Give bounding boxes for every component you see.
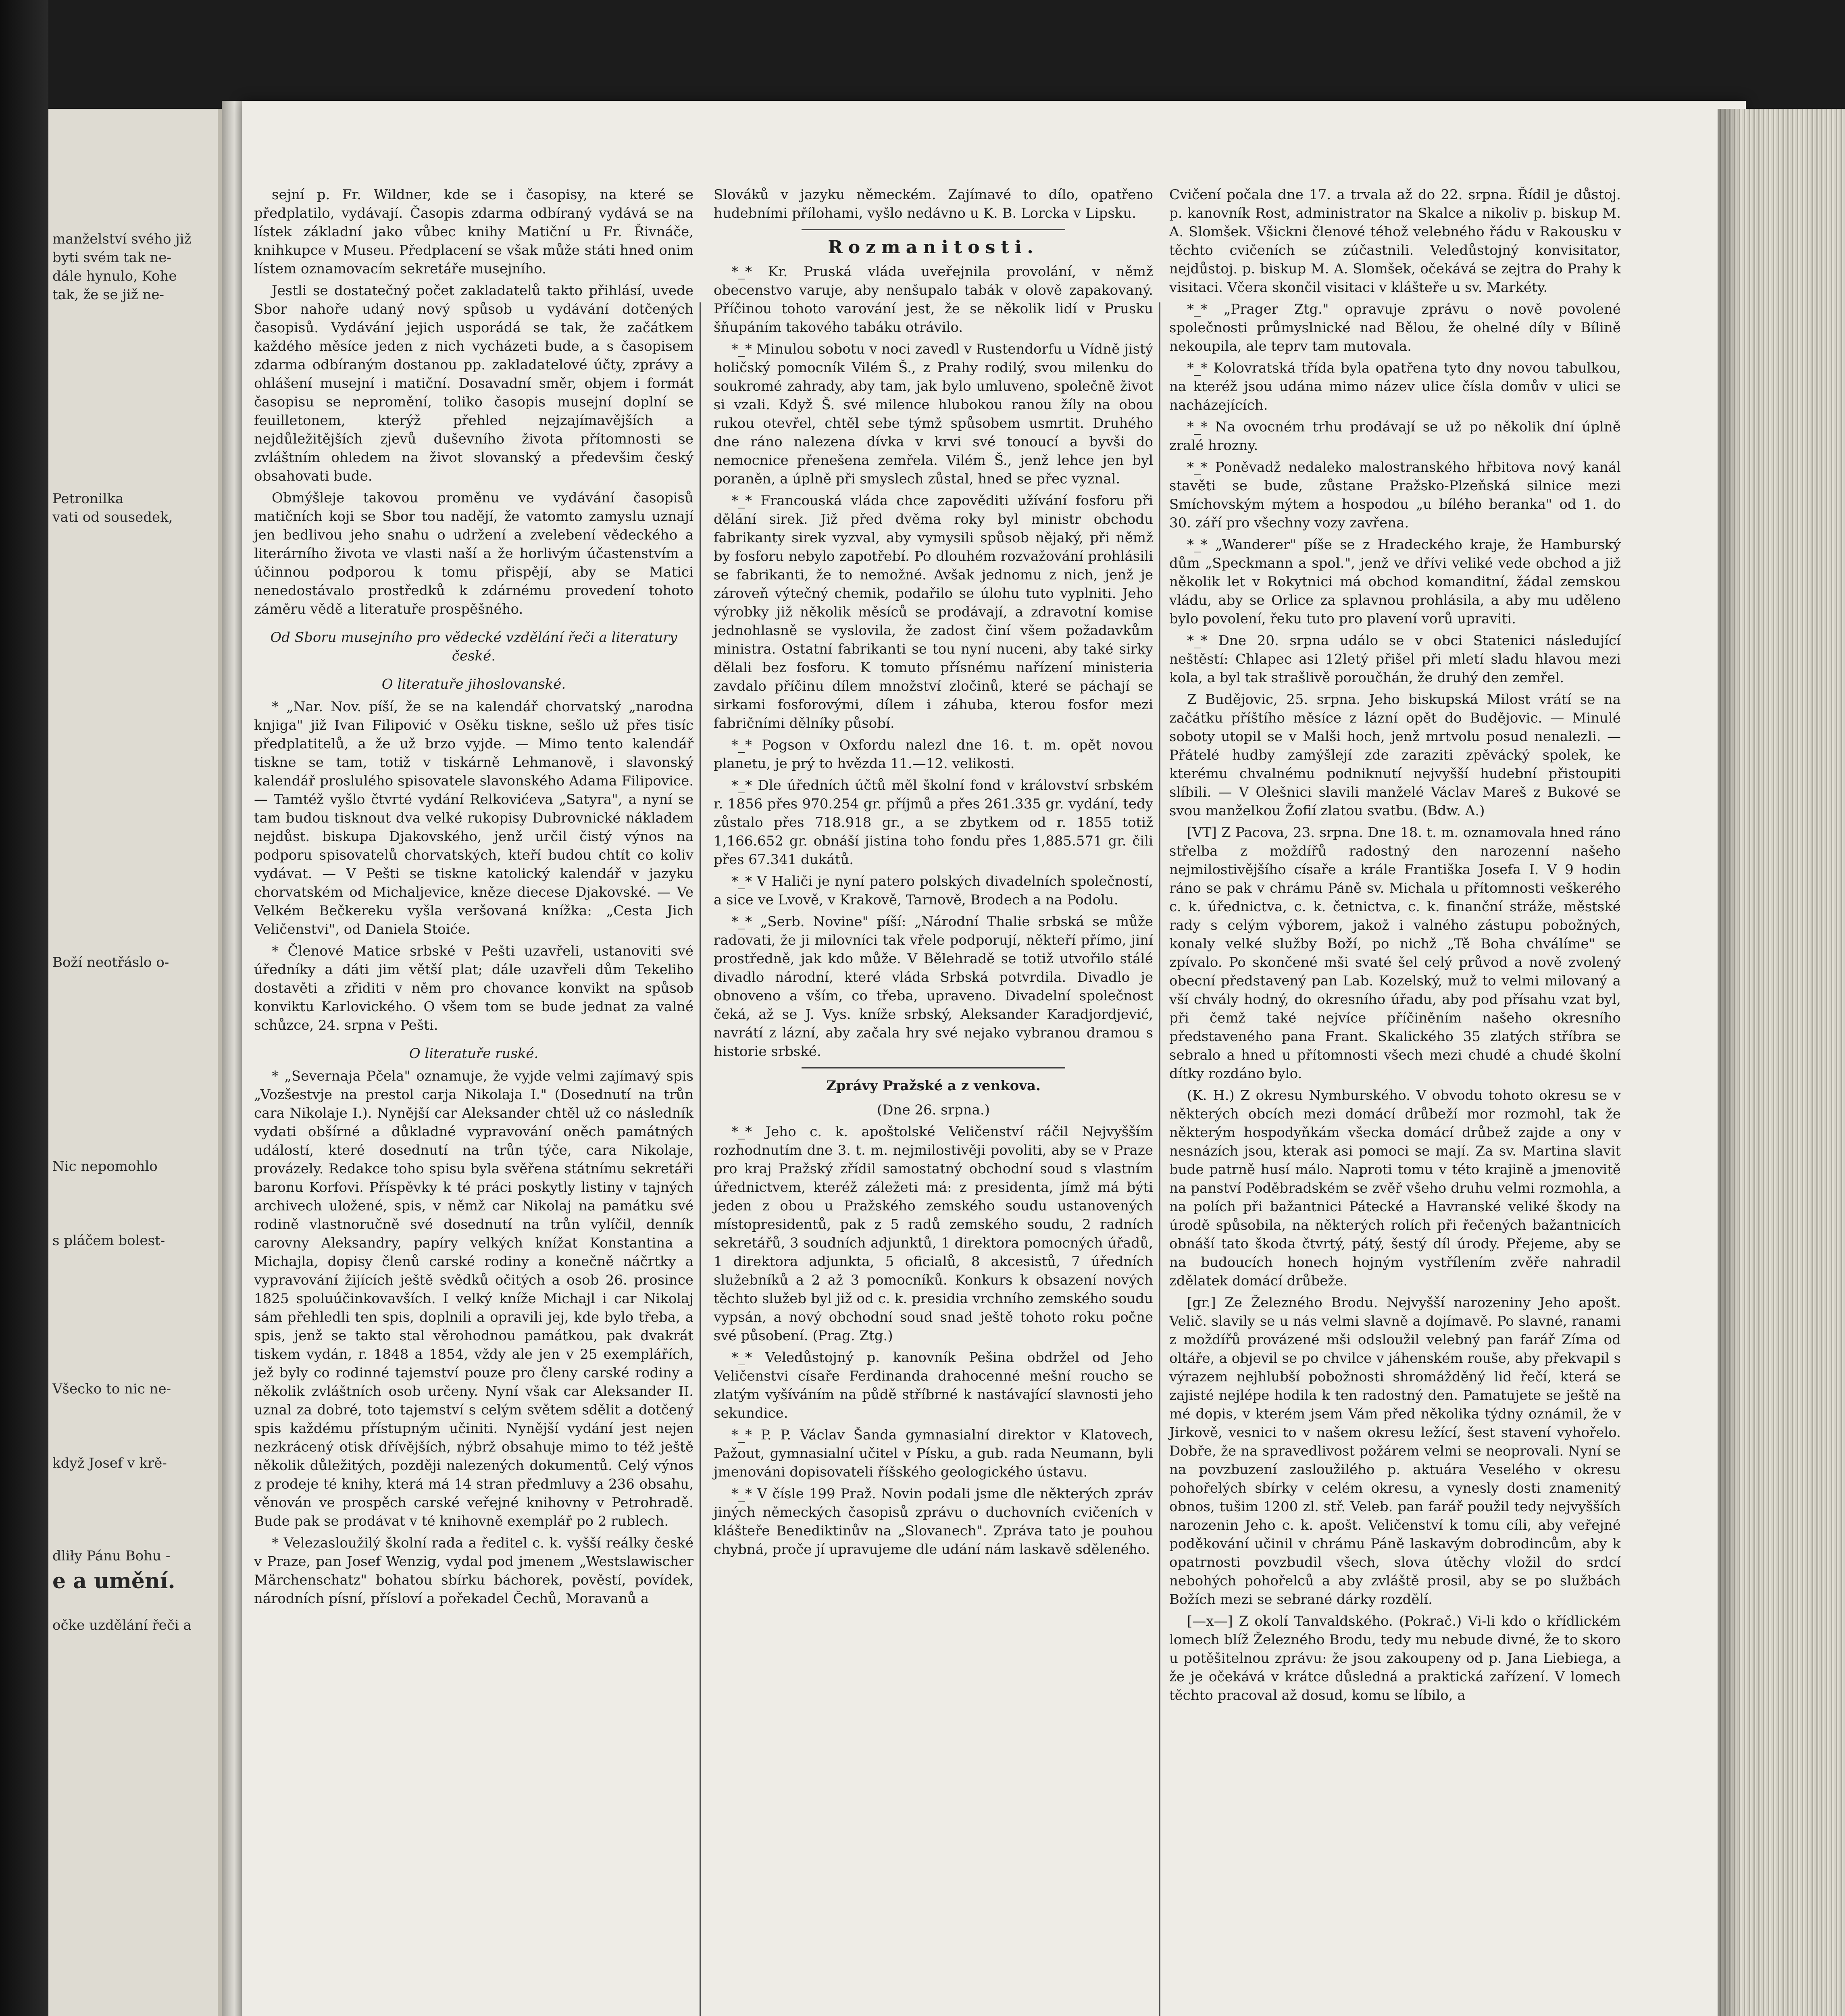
- prev-page-line: [52, 1250, 214, 1268]
- prev-page-line: [52, 990, 214, 1009]
- signature-line: Od Sboru musejního pro vědecké vzdělání řeči a literatury české.: [270, 629, 677, 664]
- news-item: *_* Na ovocném trhu prodávají se už po několik dní úplně zralé hrozny.: [1169, 419, 1621, 454]
- prev-page-line: [52, 823, 214, 842]
- prev-page-line: [52, 1287, 214, 1306]
- prev-page-line: [52, 1876, 214, 1894]
- news-item: *_* Francouská vláda chce zapověditi užívání fosforu při dělání sirek. Již před dvěma roky byl ministr obchodu fabrikanty sirek vyzval, aby vymysili spůsob nějaký, při němž by fosforu nebylo zapotřebí. Po dlouhém rozvažování prohlásili se fabrikanti, že to nemožné. Avšak jednomu z nich, jenž je zároveň výtečný chemik, podařilo se úlohu tuto vyplniti. Jeho výrobky již několik měsíců se prodávají, a zdravotní komise jednohlasně se vyslovila, že zadost činí všem požadavkům ministra. Ostatní fabrikanti se tou nyní nuceni, aby také sirky dělali bez fosforu. K tomuto přísnému nařízení ministeria zavdalo příčinu dílem množství zločinů, které se páchají se sirkami fosforovými, dílem i záhuba, kterou fosfor mezi fabričními dělníky působí.: [714, 493, 1153, 731]
- prev-page-line: [52, 1361, 214, 1380]
- page-edges-shadow: [1718, 109, 1742, 2016]
- news-item: *_* Jeho c. k. apoštolské Veličenství ráčil Nejvyšším rozhodnutím dne 3. t. m. nejmilostivěji povoliti, aby se v Praze pro kraj Pražský zřídil samostatný obchodní soud s vlastním úřednictvem, kteréž záležeti má: z presidenta, jímž má býti jeden z obou u Pražského zemského soudu ustanovených místopresidentů, pak z 5 radů zemského soudu, 2 radních sekretářů, 3 soudních adjunktů, 1 direktora pomocných úřadů, 1 direktora adjunkta, 5 oficialů, 8 akcesistů, 7 úředních služebníků a 2 až 3 pomocníků. Konkurs k obsazení nových těchto služeb byl již od c. k. presidia vrchního zemského soudu vypsán, a nový obchodní soud snad ještě tohoto roku počne své působení. (Prag. Ztg.): [714, 1124, 1153, 1344]
- prev-page-line: [52, 1472, 214, 1491]
- column-1: [254, 185, 693, 2016]
- prev-page-line: [52, 1027, 214, 1046]
- prev-page-line: [52, 860, 214, 879]
- prev-page-line: [52, 1820, 214, 1839]
- prev-page-line: [52, 304, 214, 323]
- prev-page-line: [52, 1913, 214, 1931]
- prev-page-line: [52, 1987, 214, 2006]
- prev-page-line: [52, 1083, 214, 1102]
- prev-page-line: [52, 898, 214, 916]
- prev-page-line: [52, 805, 214, 823]
- prev-page-line: [52, 972, 214, 990]
- prev-page-line: [52, 1306, 214, 1324]
- prev-page-line: Boží neotřáslo o-: [52, 954, 169, 971]
- prev-page-line: [52, 1528, 214, 1547]
- article-paragraph: * Velezasloužilý školní rada a ředitel c. k. vyšší reálky české v Praze, pan Josef Wenzig, vydal pod jmenem „Westslawischer Märchenschatz" bohatou sbírku báchorek, pověstí, povídek, národních písní, přísloví a pořekadel Čechů, Moravanů a: [254, 1535, 693, 1607]
- article-paragraph: Obmýšleje takovou proměnu ve vydávání časopisů matičních koji se Sbor tou nadějí, že vatomto zamyslu uznají jen bedlivou jeho snahu o udržení a zvelebení vědeckého a literárního života ve vlasti naší a že horlivým účastenstvím a účinnou podporou k tomu přispějí, aby se Matici nenedostávalo prostředků k zdárnému provedení tohoto záměru vědě a literatuře prospěšného.: [254, 490, 693, 617]
- prev-page-line: [52, 1597, 214, 1616]
- prev-page-line: [52, 1343, 214, 1361]
- prev-page-line: [52, 1120, 214, 1139]
- prev-page-line: [52, 1709, 214, 1727]
- prev-page-line: [52, 2006, 214, 2016]
- prev-page-line: [52, 768, 214, 786]
- section-heading: Zprávy Pražské a z venkova.: [826, 1078, 1041, 1094]
- column-2: [714, 185, 1153, 2016]
- prev-page-line: Nic nepomohlo: [52, 1158, 158, 1175]
- prev-page-line: Petronilka: [52, 491, 124, 507]
- prev-page-line: [52, 1176, 214, 1194]
- prev-page-line: [52, 378, 214, 397]
- prev-page-line: [52, 749, 214, 768]
- article-paragraph: * „Nar. Nov. píší, že se na kalendář chorvatský „narodna knjiga" již Ivan Filipović v Osěku tiskne, sešlo už přes tisíc předplatitelů, a že už brzo vyjde. — Mimo tento kalendář tiskne se tam, totiž v tiskárně Lehmanově, i slavonský kalendář proslulého spisovatele slavonského Adama Filipovice. — Tamtéž vyšlo čtvrté vydání Relkovićeva „Satyra", a nyní se tam budou tisknout dva velké rukopisy Dubrovnické nákladem nejdůst. biskupa Djakovského, jenž určil čistý výnos na podporu spisovatelů chorvatských, kteří budou chtít co koliv vydávat. — V Pešti se tiskne katolický kalendář v jazyku chorvatském od Michaljevice, kněze diecese Djakovské. — Ve Velkém Bečkereku vyšla veršovaná knížka: „Cesta Jich Veličenstvi", od Daniela Stoiće.: [254, 699, 693, 937]
- prev-page-line: [52, 638, 214, 656]
- news-item: *_* Kolovratská třída byla opatřena tyto dny novou tabulkou, na kteréž jsou udána mimo název ulice čísla domův v ulici se nacházejících.: [1169, 360, 1621, 413]
- prev-page-line: [52, 1510, 214, 1528]
- news-item: *_* Pogson v Oxfordu nalezl dne 16. t. m. opět novou planetu, je prý to hvězda 11.—12. velikosti.: [714, 737, 1153, 772]
- prev-page-line: [52, 471, 214, 489]
- prev-page-line: byti svém tak ne-: [52, 250, 171, 266]
- prev-page-line: [52, 694, 214, 712]
- prev-page-line: dále hynulo, Kohe: [52, 268, 177, 284]
- prev-page-line: [52, 452, 214, 471]
- prev-page-line: [52, 601, 214, 619]
- prev-page-line: [52, 1398, 214, 1417]
- prev-page-line: [52, 1417, 214, 1435]
- news-item: *_* Dne 20. srpna událo se v obci Statenici následující neštěstí: Chlapec asi 12letý přišel při mletí sladu hlavou mezi kola, a byl tak strašlivě poroučhán, že druhý den zemřel.: [1169, 633, 1621, 686]
- news-item: *_* „Serb. Novine" píší: „Národní Thalie srbská se může radovati, že ji milovníci tak vřele podporují, někteří přímo, jiní prostředně, jak kdo může. V Bělehradě se totiž utvořilo stálé divadlo národní, které vláda Srbská potvrdila. Divadlo je obnoveno a vším, co třeba, upraveno. Divadelní společnost čeká, až se J. Vys. kníže srbský, Aleksander Karadjordjević, navrátí z lázní, aby začala hry své nejako vybranou dramou s historie srbské.: [714, 914, 1153, 1060]
- prev-page-line: [52, 1968, 214, 1987]
- news-item: *_* Poněvadž nedaleko malostranského hřbitova nový kanál stavěti se bude, zůstane Pražsko-Plzeňská silnice mezi Smíchovským mýtem a hospodou „u bílého beranka" od 1. do 30. září pro všechny vozy zavřena.: [1169, 459, 1621, 531]
- column-3: [1169, 185, 1621, 2016]
- section-heading: Rozmanitosti.: [828, 237, 1039, 258]
- article-paragraph: sejní p. Fr. Wildner, kde se i časopisy, na které se předplatilo, vydávají. Časopis zdarma odbíraný vydává se na lístek základní jako vůbec knihy Matiční u Fr. Řivnáče, knihkupce v Museu. Předplacení se však může státi hned onim lístem oznamovacím sekretáře musejního.: [254, 187, 693, 277]
- prev-page-line: [52, 712, 214, 731]
- prev-page-line: [52, 1857, 214, 1876]
- news-item: *_* Veledůstojný p. kanovník Pešina obdržel od Jeho Veličenstvi císaře Ferdinanda drahocenné mešní roucho se zlatým vyšíváním na půdě stříbrné k nastávající slavnosti jeho sekundice.: [714, 1350, 1153, 1421]
- prev-page-line: [52, 582, 214, 601]
- scan-background: [0, 0, 48, 2016]
- prev-page-line: [52, 786, 214, 805]
- prev-page-line: [52, 1635, 214, 1653]
- prev-page-line: Všecko to nic ne-: [52, 1381, 171, 1397]
- prev-page-line: [52, 1746, 214, 1764]
- prev-page-line: [52, 1194, 214, 1213]
- article-paragraph: Slováků v jazyku německém. Zajímavé to dílo, opatřeno hudebními přílohami, vyšlo nedávno u K. B. Lorcka v Lipsku.: [714, 187, 1153, 221]
- prev-page-line: [52, 527, 214, 545]
- prev-page-line: očke uzdělání řeči a: [52, 1617, 192, 1633]
- prev-page-line: [52, 1064, 214, 1083]
- article-paragraph: * Členové Matice srbské v Pešti uzavřeli, ustanoviti své úředníky a dáti jim větší plat; dále uzavřeli dům Tekeliho dostavěti a zřiditi v něm pro chovance konvikt na spůsob konviktu Karlovického. O všem tom se bude jednat za valné schůzce, 24. srpna v Pešti.: [254, 943, 693, 1033]
- prev-page-line: vati od sousedek,: [52, 509, 173, 525]
- prev-page-line: [52, 935, 214, 953]
- prev-page-line: [52, 1690, 214, 1709]
- news-item: *_* Kr. Pruská vláda uveřejnila provolání, v němž obecenstvo varuje, aby nenšupalo tabák v olově zapakovaný. Příčinou tohoto varování jest, že se několik lidí v Prusku šňupáním takového tabáku otrávilo.: [714, 264, 1153, 335]
- news-item: *_* P. P. Václav Šanda gymnasialní direktor v Klatovech, Pažout, gymnasialní učitel v Písku, a gub. rada Neumann, byli jmenováni dopisovateli říšského geologického ústavu.: [714, 1427, 1153, 1480]
- previous-page-column: [52, 230, 214, 2016]
- prev-page-heading: e a umění.: [52, 1569, 175, 1593]
- newspaper-page: [242, 101, 1746, 2016]
- prev-page-line: [52, 916, 214, 935]
- news-item: *_* V čísle 199 Praž. Novin podali jsme dle některých zpráv jiných německých časopisů zprávu o duchovních cvičeních v klášteře Benediktinův na „Slovanech". Zpráva tato je pouhou chybná, proče jí upravujeme dle udání nám laskavě sděleného.: [714, 1486, 1153, 1558]
- prev-page-line: [52, 323, 214, 341]
- news-item: *_* Minulou sobotu v noci zavedl v Rustendorfu u Vídně jistý holičský pomocník Vilém Š., z Prahy rodilý, svou milenku do soukromé zahrady, aby tam, jak bylo umluveno, společně život si vzali. Když Š. své milence hlubokou ranou žíly na obou rukou otevřel, chtěl sebe týmž spůsobem usmrtit. Druhého dne ráno nalezena dívka v krvi své tonoucí a byvši do nemocnice přenešena zemřela. Vilém Š., jenž lehce jen byl poraněn, a úplně při smyslech zůstal, hned se přec vyznal.: [714, 341, 1153, 487]
- prev-page-line: [52, 879, 214, 898]
- prev-page-line: [52, 656, 214, 675]
- news-item: [gr.] Ze Železného Brodu. Nejvyšší narozeniny Jeho apošt. Velič. slavily se u nás velmi slavně a dojímavě. Po slavné, ranami z moždířů provázené mši odsloužil velebný pan farář Zíma od oltáře, a objevil se po chvilce v jáhenském rouše, aby překvapil s výrazem nejhlubší pobožnosti shromážděný lid řečí, která se zajisté nejlépe hodila k ten radostný den. Pamatujete se ještě na mé dopis, v kterém jsem Vám před několika týdny oznámil, že v Jirkově, vesnici to v našem okresu ležící, šest stavení vyhořelo. Dobře, že na spravedlivost požárem velmi se neoprovali. Nyní se na povzbuzení zasloužilého p. aktuára Veselého v okresu pohořelých sbírky v celém okresu, a vynesly dosti znamenitý obnos, tušim 1200 zl. stř. Veleb. pan farář použil tedy nejvyšších narozenin Jeho c. k. apošt. Veličenství k tomu cíli, aby veřejné poděkování učinil v chrámu Páně laskavým dobrodincům, aby k opatrnosti povzbudil všech, slova útěchy vložil do srdcí nebohých pohořelců a aby zvláště prosil, aby se po službách Božích mezi se sebrané dárky rozdělí.: [1169, 1295, 1621, 1608]
- prev-page-line: [52, 1324, 214, 1343]
- previous-page-fragment: [48, 109, 222, 2016]
- section-divider: [802, 229, 1065, 230]
- news-item: *_* Dle úředních účtů měl školní fond v království srbském r. 1856 přes 970.254 gr. příjmů a přes 261.335 gr. vydání, tedy zůstalo přes 718.918 gr., a se zbytkem od r. 1855 totiž 1,166.652 gr. obnáší jistina toho fondu přes 1,885.571 gr. čili přes 67.341 dukátů.: [714, 777, 1153, 868]
- prev-page-line: [52, 1139, 214, 1157]
- prev-page-line: [52, 1672, 214, 1690]
- news-item: *_* V Haliči je nyní patero polských divadelních společností, a sice ve Lvově, v Krakově, Tarnově, Brodech a na Podolu.: [714, 873, 1153, 908]
- prev-page-line: [52, 341, 214, 360]
- prev-page-line: [52, 545, 214, 564]
- prev-page-line: [52, 564, 214, 582]
- section-date: (Dne 26. srpna.): [877, 1102, 990, 1118]
- prev-page-line: [52, 1801, 214, 1820]
- prev-page-line: [52, 1931, 214, 1950]
- prev-page-line: [52, 842, 214, 860]
- prev-page-line: [52, 1491, 214, 1510]
- prev-page-line: [52, 1950, 214, 1968]
- prev-page-line: [52, 619, 214, 638]
- article-paragraph: * „Severnaja Pčela" oznamuje, že vyjde velmi zajímavý spis „Vozšestvje na prestol carja Nikolaja I." (Dosednutí na trůn cara Nikolaje I.). Nynější car Aleksander chtěl už co následník vydati obšírné a důkladné vypravování oněch památných událostí, které dosednutí na trůn týče, cara Nikolaje, provázely. Redakce toho spisu byla svěřena státnímu sekretáři baronu Korfovi. Příspěvky k té práci poskytly listiny v tajných archivech uložené, spis, v němž car Nikolaj na památku své rodině vlastnoručně své dosednutí na trůn vylíčil, denník carovny Aleksandry, papíry velkých knížat Konstantina a Michajla, dopisy členů carské rodiny a konečně náčrtky a vypravování žijících ještě svědků očitých a osob 26. prosince 1825 spoluúčinkovavších. I velký kníže Michajl i car Nikolaj sám přehledli ten spis, doplnili a opravili jej, kde bylo třeba, a spis, jenž se takto stal věrohodnou památkou, pak dvakrát tiskem vydán, r. 1848 a 1854, vždy ale jen v 25 exemplářích, jež byly co rodinné tajemství pouze pro členy carské rodiny a několik zvláštních osob určeny. Nyní však car Aleksander II. uznal za dobré, toto tajemství s celým světem sdělit a dotčený spis každému přístupným učiniti. Nynější vydání jest nejen nezkrácený otisk dřívějších, nýbrž obsahuje mimo to též ještě několik důležitých, později nalezených dokumentů. Celý výnos z prodeje té knihy, která má 14 stran předmluvy a 236 obsahu, věnován ve prospěch carské veřejné knihovny v Petrohradě. Bude pak se prodávat v té knihovně exemplář po 2 rublech.: [254, 1068, 693, 1529]
- prev-page-line: [52, 731, 214, 749]
- prev-page-line: [52, 434, 214, 452]
- article-paragraph: Jestli se dostatečný počet zakladatelů takto přihlásí, uvede Sbor nahoře udaný nový spůsob u vydávání dotčených časopisů. Vydávání jejich usporádá se tak, že začátkem každého měsíce jeden z nich vycházeti bude, a s časopisem zdarma odbíraným dostanou pp. zakladatelové účty, zprávy a ohlášení musejní i matiční. Dosavadní směr, objem i formát časopisu se nepromění, toliko časopis musejní doplní se feuilletonem, kterýž přehled nejzajímavějších a nejdůležitějších zjevů duševního života přítomnosti se zvláštním ohledem na život slovanský a předevšim český obsahovati bude.: [254, 283, 693, 484]
- news-item: [—x—] Z okolí Tanvaldského. (Pokrač.) Vi-li kdo o křídlickém lomech blíž Železného Brodu, tedy mu nebude divné, že to skoro u potěšitelnou zprávu: že jsou zakoupeny od p. Jana Liebiega, a že je očekává v krátce důsledná a praktická zařízení. V lomech těchto pracoval až dosud, komu se líbilo, a: [1169, 1613, 1621, 1704]
- section-subheading: O literatuře ruské.: [409, 1045, 539, 1062]
- prev-page-line: [52, 1764, 214, 1783]
- news-item: Cvičení počala dne 17. a trvala až do 22. srpna. Řídil je důstoj. p. kanovník Rost, administrator na Skalce a nikoliv p. biskup M. A. Slomšek. Všickni členové téhož velebného řádu v Rakousku v těchto cvičeních se zúčastnili. Veledůstojný konvisitator, nejdůstoj. p. biskup M. A. Slomšek, očekává se zejtra do Prahy k visitaci. Včera skončil visitaci v klášteře u sv. Markéty.: [1169, 187, 1621, 296]
- prev-page-line: když Josef v krě-: [52, 1455, 167, 1471]
- prev-page-line: [52, 1046, 214, 1064]
- column-rule-1: [700, 302, 701, 2016]
- prev-page-line: [52, 1268, 214, 1287]
- prev-page-line: [52, 1727, 214, 1746]
- prev-page-line: [52, 1009, 214, 1027]
- prev-page-line: s pláčem bolest-: [52, 1233, 165, 1249]
- news-item: *_* „Wanderer" píše se z Hradeckého kraje, že Hamburský dům „Speckmann a spol.", jenž ve dřívi veliké vede obchod a již několik let v Rokytnici má obchod komanditní, žádal zemskou vládu, aby se Orlice za splavnou prohlásila, a aby mu uděleno bylo povolení, řeku tuto pro plavení vorů upraviti.: [1169, 537, 1621, 627]
- prev-page-line: [52, 1102, 214, 1120]
- prev-page-line: manželství svého již: [52, 231, 192, 247]
- prev-page-line: [52, 675, 214, 694]
- section-divider: [802, 1067, 1065, 1068]
- prev-page-line: [52, 1894, 214, 1913]
- prev-page-line: [52, 1783, 214, 1801]
- prev-page-line: [52, 1435, 214, 1454]
- news-item: *_* „Prager Ztg." opravuje zprávu o nově povolené společnosti průmyslnické nad Bělou, že ohelné díly v Bílině nekoupila, ale teprv tam mutovala.: [1169, 301, 1621, 354]
- prev-page-line: [52, 397, 214, 415]
- prev-page-line: dliły Pánu Bohu -: [52, 1548, 171, 1564]
- section-subheading: O literatuře jihoslovanské.: [381, 676, 566, 692]
- prev-page-line: [52, 1653, 214, 1672]
- news-item: [VT] Z Pacova, 23. srpna. Dne 18. t. m. oznamovala hned ráno střelba z moždířů radostný den narozenní našeho nejmilostivějšího císaře a krále Františka Josefa I. V 9 hodin ráno se pak v chrámu Páně sv. Michala u přítomnosti veškerého c. k. úřednictva, c. k. četnictva, c. k. finanční stráže, městské rady s celým výborem, jakož i valného zástupu pobožných, konaly velké služby Boží, po nichž „Tě Boha chválíme" se zpívalo. Po skončené mši svaté šel celý průvod a nově zvolený obecní představený pan Lab. Kozelský, muž to velmi milovaný a vší chvály hodný, do okresního úřadu, aby pod přísahu vzat byl, při čemž také nejvíce příčiněním našeho okresního představeného pana Frant. Skalického 35 zlatých stříbra se sebralo a hned u přítomnosti všech mezi chudé a chudé školní dítky rozdáno bylo.: [1169, 825, 1621, 1082]
- column-rule-2: [1159, 302, 1160, 2016]
- prev-page-line: [52, 360, 214, 378]
- prev-page-line: [52, 1213, 214, 1231]
- news-item: (K. H.) Z okresu Nymburského. V obvodu tohoto okresu se v některých obcích mezi domácí drůbeží mor rozmohl, tak že některým hospodyňkám všecka domácí drůbež zajde a ony v nesnázích jsou, kterak asi pomoci se mají. Za sv. Martina slavit bude patrně husí málo. Naproti tomu v této krajině a jmenovitě na panství Poděbradském se zvěř všeho druhu velmi rozmohla, a na polích při bažantnici Pátecké a Havranské veliké škody na úrodě spůsobila, na některých rolích při řečených bažantnicích obnáší tato škoda čtvrtý, pátý, šestý díl úrody. Přejeme, aby se na budoucích honech hojným vystřílením zvěře nahradil zdělatek domácí drůbeže.: [1169, 1087, 1621, 1289]
- prev-page-line: [52, 1839, 214, 1857]
- prev-page-line: tak, že se již ne-: [52, 287, 165, 303]
- prev-page-line: [52, 415, 214, 434]
- news-item: Z Budějovic, 25. srpna. Jeho biskupská Milost vrátí se na začátku příštího měsíce z lázní opět do Budějovic. — Minulé soboty utopil se v Malši hoch, jenž mrtvolu posud nenalezli. — Přátelé hudby zamýšlejí zde zaraziti zpěvácký spolek, ke kterému chvalnému podniknutí nejvyšší hudební přistoupiti slíbili. — V Olešnici slavili manželé Václav Mareš z Bukové se svou manželkou Žofií zlatou svatbu. (Bdw. A.): [1169, 691, 1621, 819]
